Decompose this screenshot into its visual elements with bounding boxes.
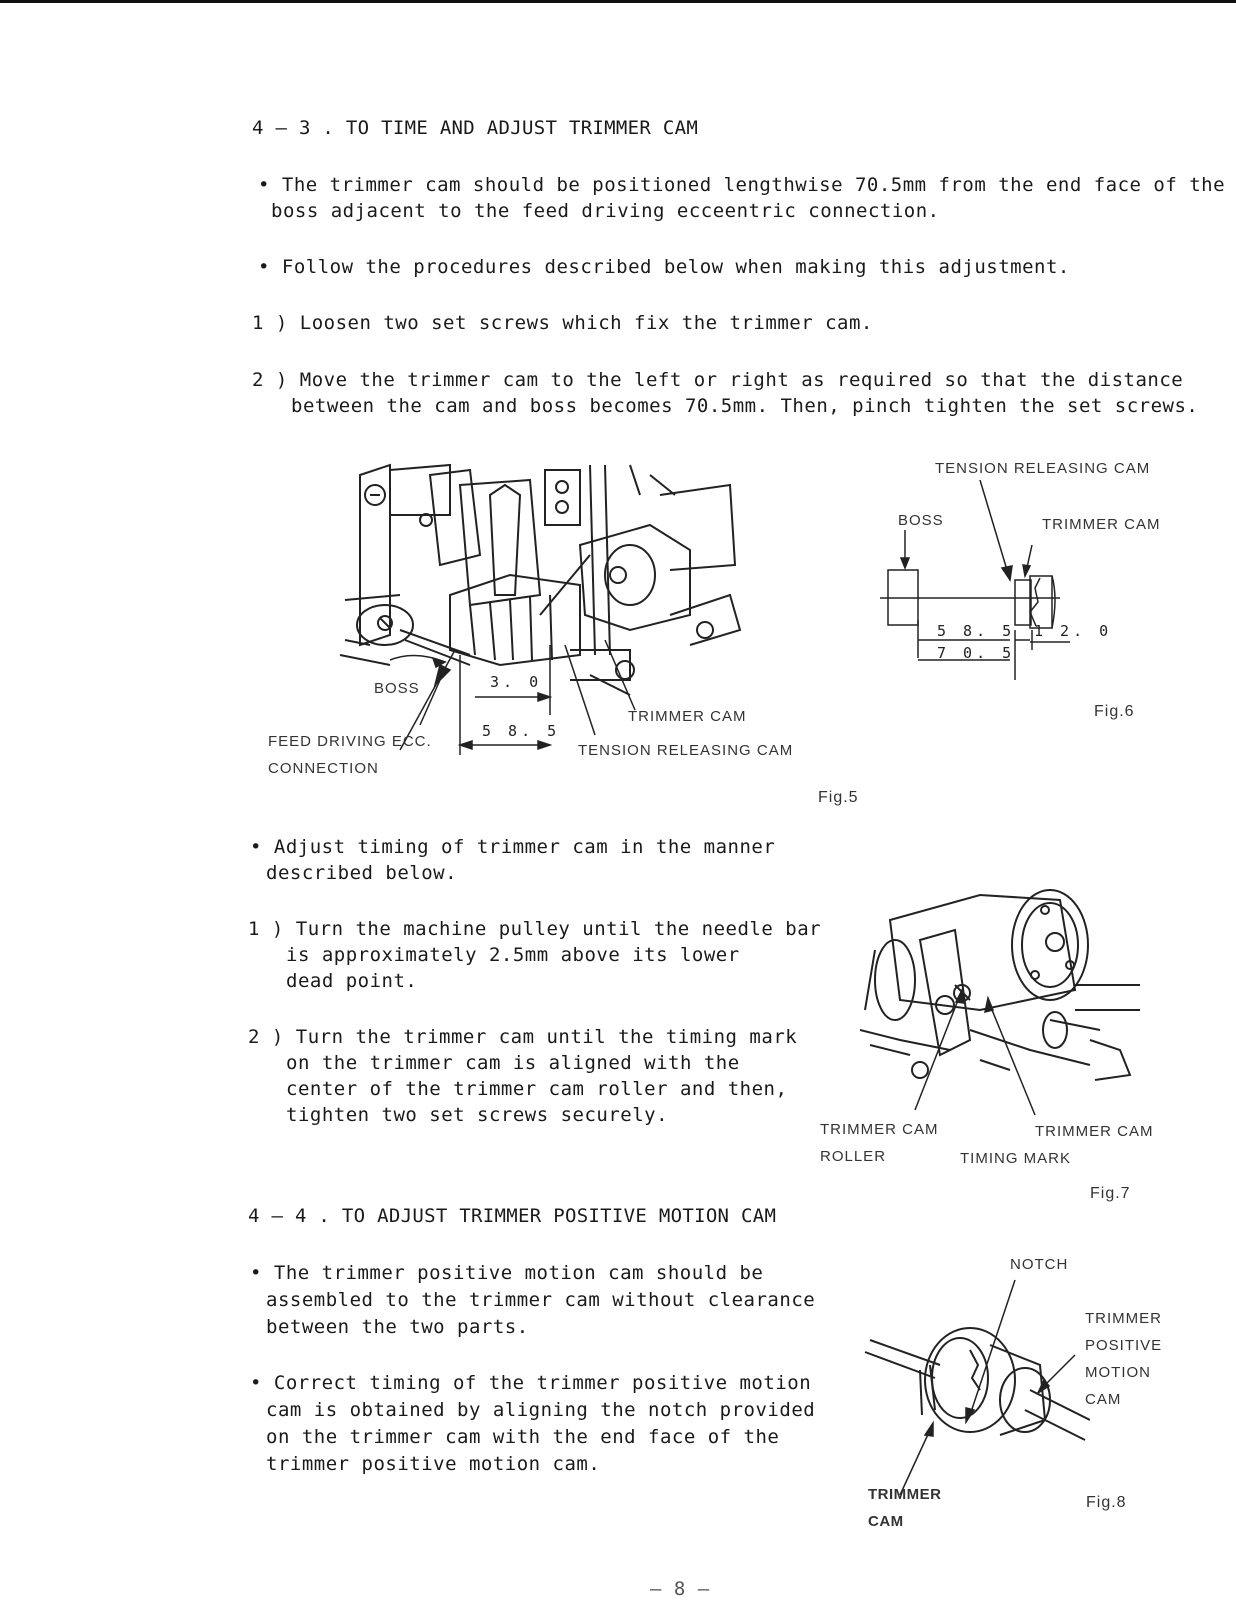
paragraph-line: • Correct timing of the trimmer positive motion: [250, 1372, 812, 1394]
top-border: [0, 0, 1236, 3]
paragraph-line: assembled to the trimmer cam without clearance: [266, 1289, 816, 1311]
fig5-caption: Fig.5: [818, 789, 859, 806]
fig8-label-notch: NOTCH: [1010, 1256, 1069, 1273]
paragraph-line: described below.: [266, 862, 458, 884]
fig5-dimension-58-5: 5 8. 5: [482, 722, 561, 740]
fig6-dimension-58-5: 5 8. 5: [937, 622, 1016, 640]
paragraph-line: • Follow the procedures described below when making this adjustment.: [258, 256, 1070, 278]
fig7-cam-roller-illustration: [860, 880, 1140, 1140]
fig5-label-trimmer-cam: TRIMMER CAM: [628, 708, 747, 725]
fig8-label-cam-2: CAM: [868, 1513, 904, 1530]
fig6-dimension-70-5: 7 0. 5: [937, 644, 1016, 662]
fig8-label-motion: MOTION: [1085, 1364, 1151, 1381]
fig7-label-timing-mark: TIMING MARK: [960, 1150, 1071, 1167]
fig8-positive-motion-cam-illustration: [860, 1270, 1090, 1500]
step-line: dead point.: [286, 970, 418, 992]
step-line: tighten two set screws securely.: [286, 1104, 669, 1126]
paragraph-line: • The trimmer positive motion cam should be: [250, 1262, 764, 1284]
step-line: 1 ) Loosen two set screws which fix the trimmer cam.: [252, 312, 873, 334]
fig8-label-trimmer: TRIMMER: [1085, 1310, 1162, 1327]
fig8-label-positive: POSITIVE: [1085, 1337, 1163, 1354]
paragraph-line: • The trimmer cam should be positioned lengthwise 70.5mm from the end face of the: [258, 174, 1226, 196]
step-line: is approximately 2.5mm above its lower: [286, 944, 740, 966]
fig7-caption: Fig.7: [1090, 1185, 1131, 1202]
section-heading-4-4: 4 — 4 . TO ADJUST TRIMMER POSITIVE MOTION CAM: [248, 1205, 777, 1227]
paragraph-line: boss adjacent to the feed driving ecceentric connection.: [271, 200, 940, 222]
fig6-label-boss: BOSS: [898, 512, 944, 529]
fig5-label-tension-releasing-cam: TENSION RELEASING CAM: [578, 742, 794, 759]
paragraph-line: • Adjust timing of trimmer cam in the manner: [250, 836, 776, 858]
section-heading-4-3: 4 — 3 . TO TIME AND ADJUST TRIMMER CAM: [252, 117, 699, 139]
step-line: 2 ) Turn the trimmer cam until the timing mark: [248, 1026, 798, 1048]
fig8-caption: Fig.8: [1086, 1494, 1127, 1511]
paragraph-line: trimmer positive motion cam.: [266, 1453, 601, 1475]
fig5-label-feed-driving: FEED DRIVING ECC.: [268, 733, 432, 750]
step-line: between the cam and boss becomes 70.5mm. Then, pinch tighten the set screws.: [291, 395, 1199, 417]
fig7-label-trimmer-cam: TRIMMER CAM: [1035, 1123, 1154, 1140]
step-line: 1 ) Turn the machine pulley until the needle bar: [248, 918, 822, 940]
step-line: 2 ) Move the trimmer cam to the left or right as required so that the distance: [252, 369, 1184, 391]
step-line: center of the trimmer cam roller and then,: [286, 1078, 788, 1100]
fig5-dimension-3-0: 3. 0: [490, 673, 543, 691]
fig5-label-boss: BOSS: [374, 680, 420, 697]
fig5-label-connection: CONNECTION: [268, 760, 379, 777]
paragraph-line: cam is obtained by aligning the notch provided: [266, 1399, 816, 1421]
fig6-caption: Fig.6: [1094, 703, 1135, 720]
fig8-label-cam: CAM: [1085, 1391, 1122, 1408]
fig7-label-trimmer-cam-roller: TRIMMER CAM: [820, 1121, 939, 1138]
paragraph-line: between the two parts.: [266, 1316, 529, 1338]
fig8-label-trimmer-cam: TRIMMER: [868, 1486, 942, 1503]
step-line: on the trimmer cam is aligned with the: [286, 1052, 740, 1074]
fig6-label-trimmer-cam: TRIMMER CAM: [1042, 516, 1161, 533]
fig6-label-tension-releasing-cam: TENSION RELEASING CAM: [935, 460, 1151, 477]
paragraph-line: on the trimmer cam with the end face of the: [266, 1426, 780, 1448]
fig7-label-roller: ROLLER: [820, 1148, 887, 1165]
page-number: — 8 —: [650, 1578, 710, 1600]
fig6-dimension-12-0: 1 2. 0: [1034, 622, 1113, 640]
